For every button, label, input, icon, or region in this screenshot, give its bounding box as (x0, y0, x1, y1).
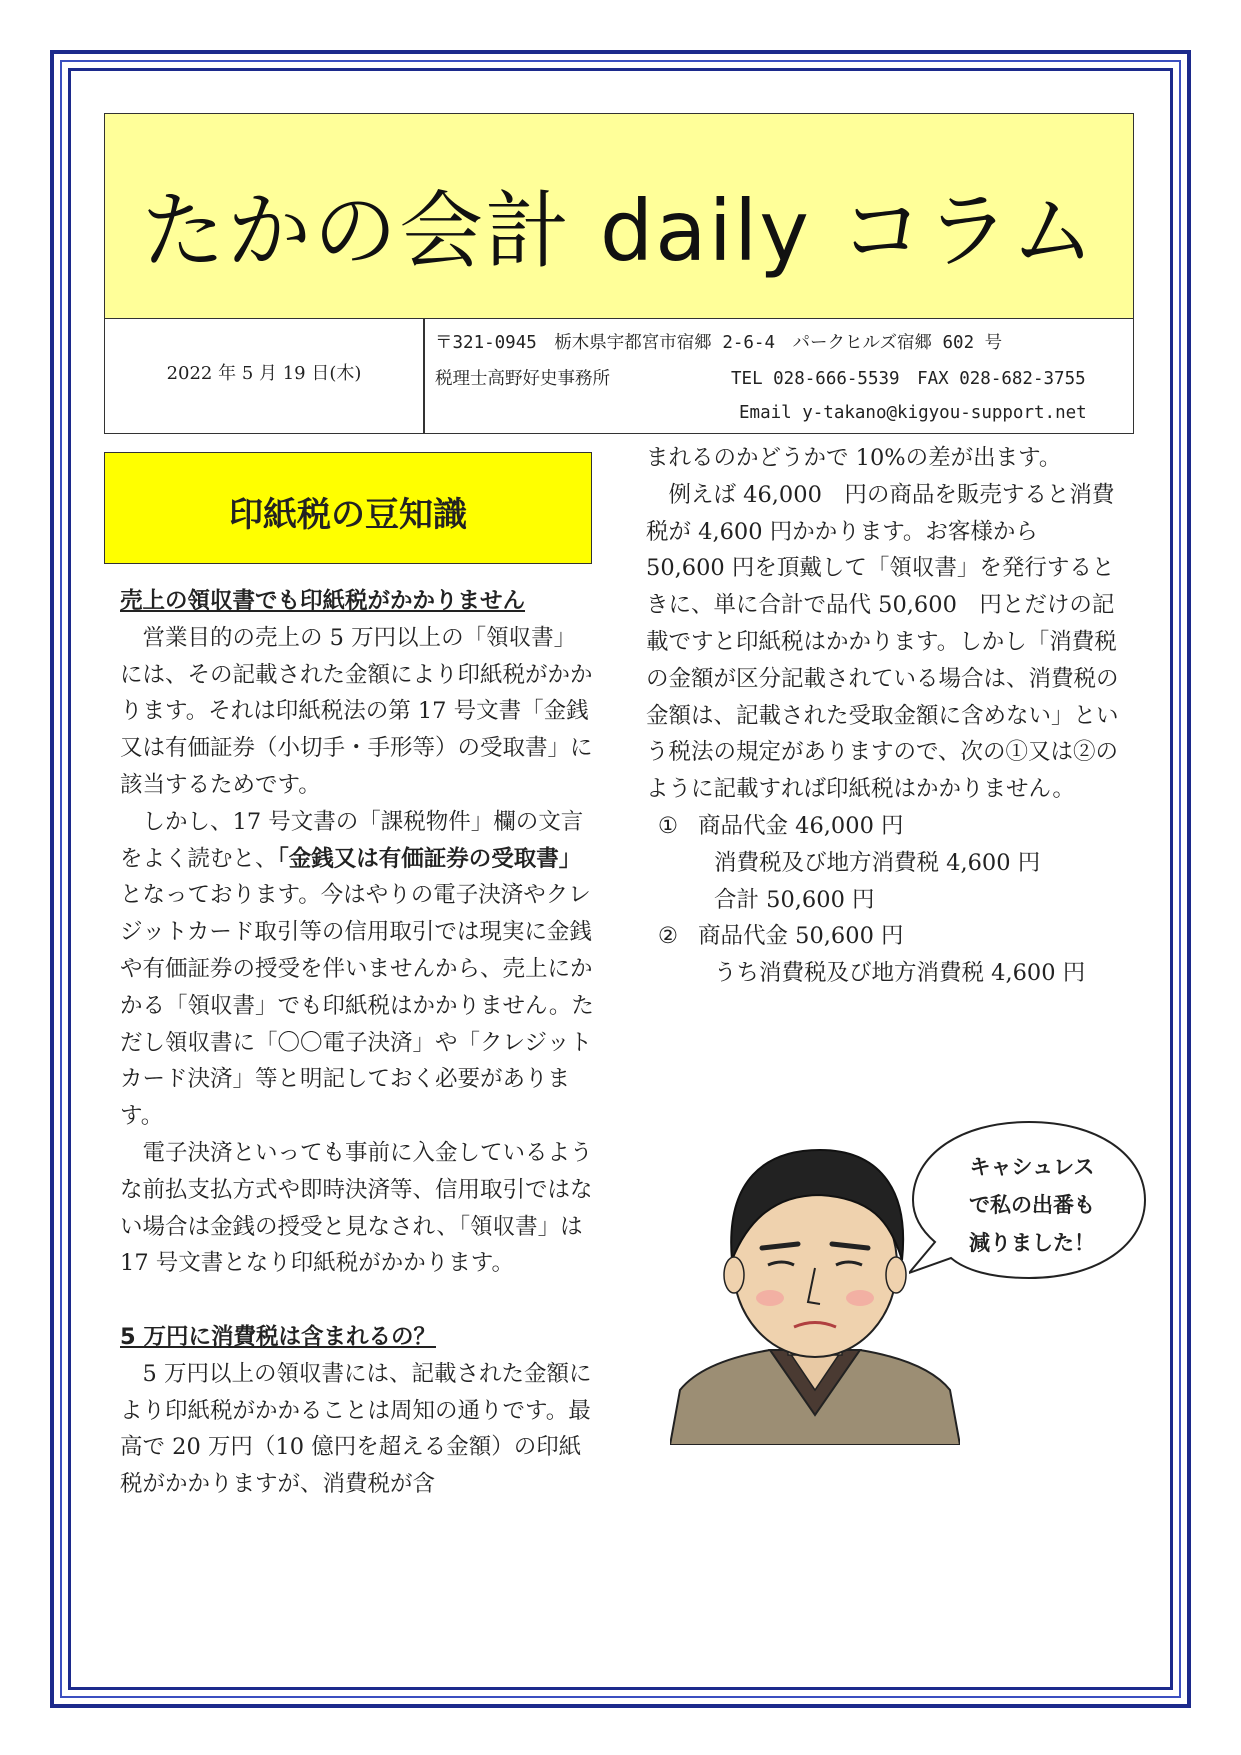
emphasis-text: 「金銭又は有価証券の受取書」 (277, 845, 582, 872)
office-name: 税理士高野好史事務所 (435, 369, 610, 389)
paragraph-text: しかし、17 号文書の「課税物件」欄の文言をよく読むと、 (120, 808, 584, 872)
masthead (104, 113, 1134, 319)
paragraph: 例えば 46,000 円の商品を販売すると消費税が 4,600 円かかります。お客様から 50,600 円を頂戴して「領収書」を発行するときに、単に合計で品代 50,600 円とだけの記載ですと印紙税はかかります。しかし「消費税の金額が区分記載されている場合は、消費税の金額は、記載された受取金額に含めない」という税法の規定がありますので、次の①又は②のように記載すれば印紙税はかかりません。 (646, 481, 1119, 803)
office-address: 〒321-0945 栃木県宇都宮市宿郷 2-6-4 パークヒルズ宿郷 602 号 (435, 333, 1003, 353)
speech-bubble-text: キャシュレス で私の出番も 減りました！ (969, 1155, 1095, 1255)
topic-title: 印紙税の豆知識 (229, 495, 467, 535)
paragraph-continued: まれるのかどうかで 10%の差が出ます。 (646, 445, 1062, 471)
office-email[interactable]: Email y-takano@kigyou-support.net (739, 403, 1087, 423)
list-item (646, 808, 1122, 845)
paragraph-text: となっております。今はやりの電子決済やクレジットカード取引等の信用取引では現実に金銭や有価証券の授受を伴いませんから、売上にかかる「領収書」でも印紙税はかかりません。ただし領収書に「〇〇電子決済」や「クレジットカード決済」等と明記しておく必要があります。 (120, 882, 594, 1130)
list-line: 商品代金 46,000 円 (698, 812, 904, 839)
list-line: 合計 50,600 円 (714, 886, 875, 913)
paragraph: 5 万円以上の領収書には、記載された金額により印紙税がかかることは周知の通りです。最高で 20 万円（10 億円を超える金額）の印紙税がかかりますが、消費税が含 (120, 1360, 592, 1498)
info-row (104, 318, 1134, 434)
left-column (120, 583, 596, 1503)
paragraph (120, 804, 596, 1135)
list-number: ② (657, 923, 679, 950)
topic-box (104, 452, 592, 564)
list-number: ① (657, 812, 679, 839)
section-heading-receipts: 売上の領収書でも印紙税がかかりません (120, 588, 526, 614)
page-title: たかの会計 daily コラム (141, 182, 1097, 280)
man-illustration (670, 1140, 960, 1445)
office-phone-fax: TEL 028-666-5539 FAX 028-682-3755 (731, 369, 1086, 389)
spacer (120, 1282, 596, 1319)
list-line: うち消費税及び地方消費税 4,600 円 (714, 960, 1086, 987)
list-line: 商品代金 50,600 円 (698, 923, 904, 950)
paragraph: 電子決済といっても事前に入金しているような前払支払方式や即時決済等、信用取引ではない場合は金銭の授受と見なされ、「領収書」は 17 号文書となり印紙税がかかります。 (120, 1139, 593, 1277)
right-column (646, 440, 1122, 992)
example-list (646, 808, 1122, 992)
info-divider (423, 319, 425, 433)
list-line: 消費税及び地方消費税 4,600 円 (714, 849, 1041, 876)
issue-date: 2022 年 5 月 19 日(木) (166, 363, 362, 384)
list-item (646, 918, 1122, 955)
paragraph: 営業目的の売上の 5 万円以上の「領収書」には、その記載された金額により印紙税がかかります。それは印紙税法の第 17 号文書「金銭又は有価証券（小切手・手形等）の受取書」に該当するためです。 (120, 624, 593, 798)
section-heading-consumption-tax: 5 万円に消費税は含まれるの？ (120, 1323, 436, 1350)
